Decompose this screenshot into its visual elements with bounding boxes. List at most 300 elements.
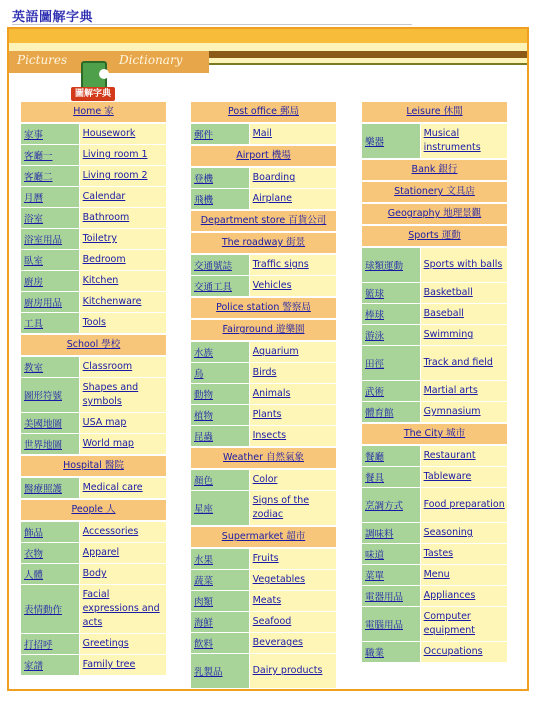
entry-english-link[interactable]: Vegetables (252, 574, 306, 585)
entry-english-link[interactable]: Mail (252, 128, 272, 139)
entry-chinese-link[interactable]: 棒球 (365, 310, 385, 321)
entry-english-cell (421, 586, 507, 606)
entry-english-cell (421, 124, 507, 158)
entry-row (21, 187, 166, 207)
entry-row (191, 470, 336, 490)
entry-row (21, 478, 166, 498)
entry-row (191, 549, 336, 569)
entry-row (362, 283, 507, 303)
entry-english-link[interactable]: Airplane (252, 193, 293, 204)
category-section (191, 527, 336, 688)
entry-row (362, 248, 507, 282)
entry-english-link[interactable]: Bedroom (82, 254, 126, 265)
entry-row (362, 325, 507, 345)
entry-row (191, 654, 336, 688)
banner-word-dictionary: Dictionary (119, 53, 183, 67)
category-header (362, 102, 507, 122)
entry-row (362, 304, 507, 324)
category-header (191, 233, 336, 253)
entry-english-link[interactable]: Track and field (423, 357, 493, 368)
entry-english-link[interactable]: Classroom (82, 361, 133, 372)
entry-english-cell (80, 564, 166, 584)
entry-row (362, 467, 507, 487)
entry-chinese-link[interactable]: 飛機 (194, 195, 214, 206)
entry-row (21, 357, 166, 377)
entry-english-cell (250, 405, 336, 425)
entry-english-cell (80, 166, 166, 186)
category-link[interactable]: People 人 (71, 504, 116, 515)
entry-chinese-cell (21, 585, 79, 633)
banner-top-bar (9, 29, 527, 43)
entry-row (362, 346, 507, 380)
entry-chinese-link[interactable]: 郵件 (194, 130, 214, 141)
category-link[interactable]: Bank 銀行 (411, 164, 458, 175)
entry-english-link[interactable]: Appliances (423, 590, 476, 601)
entry-chinese-link[interactable]: 蔬菜 (194, 576, 214, 587)
entry-chinese-link[interactable]: 醫療照護 (24, 484, 63, 495)
entry-english-cell (80, 208, 166, 228)
entry-chinese-cell (191, 549, 249, 569)
entry-chinese-link[interactable]: 水族 (194, 348, 214, 359)
entry-chinese-link[interactable]: 餐廳 (365, 452, 385, 463)
category-link[interactable]: Airport 機場 (236, 150, 291, 161)
entry-chinese-cell (191, 591, 249, 611)
category-section (362, 182, 507, 202)
category-link[interactable]: School 學校 (66, 339, 121, 350)
entry-english-cell (421, 248, 507, 282)
entry-english-link[interactable]: Aquarium (252, 346, 299, 357)
entry-english-cell (80, 145, 166, 165)
entry-english-link[interactable]: Animals (252, 388, 291, 399)
entry-chinese-cell (21, 543, 79, 563)
entry-english-link[interactable]: Musical instruments (423, 128, 481, 153)
entry-english-link[interactable]: Martial arts (423, 385, 478, 396)
category-section (362, 424, 507, 662)
entry-english-cell (80, 378, 166, 412)
entry-chinese-link[interactable]: 廚房 (24, 277, 44, 288)
category-header (21, 335, 166, 355)
category-section (191, 320, 336, 446)
entry-chinese-link[interactable]: 交通號誌 (194, 261, 233, 272)
entry-english-link[interactable]: Living room 1 (82, 149, 148, 160)
entry-chinese-cell (362, 488, 420, 522)
entry-row (191, 363, 336, 383)
entry-english-link[interactable]: Shapes and symbols (82, 382, 139, 407)
entry-english-cell (421, 283, 507, 303)
banner-line (209, 63, 527, 65)
category-section (362, 160, 507, 180)
entry-row (21, 585, 166, 633)
entry-row (191, 255, 336, 275)
entry-english-link[interactable]: Menu (423, 569, 450, 580)
entry-chinese-cell (21, 166, 79, 186)
entry-chinese-link[interactable]: 樂器 (365, 137, 385, 148)
entry-english-link[interactable]: Bathroom (82, 212, 130, 223)
entry-row (191, 189, 336, 209)
category-link[interactable]: The City 城市 (403, 428, 466, 439)
entry-english-cell (80, 250, 166, 270)
entry-english-link[interactable]: Swimming (423, 329, 474, 340)
entry-chinese-cell (21, 208, 79, 228)
entry-chinese-link[interactable]: 顏色 (194, 476, 214, 487)
entry-english-link[interactable]: Body (82, 568, 107, 579)
entry-chinese-cell (362, 381, 420, 401)
entry-row (362, 586, 507, 606)
entry-english-link[interactable]: Kitchenware (82, 296, 142, 307)
entry-row (191, 384, 336, 404)
entry-chinese-link[interactable]: 職業 (365, 648, 385, 659)
entry-chinese-link[interactable]: 餐具 (365, 473, 385, 484)
entry-english-cell (80, 634, 166, 654)
entry-chinese-link[interactable]: 世界地圖 (24, 440, 63, 451)
entry-english-link[interactable]: Calendar (82, 191, 126, 202)
banner-dark-bar (209, 51, 527, 58)
entry-english-link[interactable]: Meats (252, 595, 282, 606)
entry-chinese-link[interactable]: 球類運動 (365, 261, 404, 272)
entry-chinese-cell (362, 446, 420, 466)
entry-chinese-cell (191, 124, 249, 144)
entry-chinese-cell (362, 544, 420, 564)
entry-row (362, 402, 507, 422)
entry-english-link[interactable]: Boarding (252, 172, 296, 183)
entry-english-cell (421, 565, 507, 585)
entry-chinese-link[interactable]: 乳製品 (194, 667, 223, 678)
category-section (191, 298, 336, 318)
entry-chinese-link[interactable]: 田徑 (365, 359, 385, 370)
entry-english-cell (80, 313, 166, 333)
entry-english-cell (421, 346, 507, 380)
entry-english-link[interactable]: Occupations (423, 646, 483, 657)
entry-chinese-cell (191, 384, 249, 404)
entry-row (191, 168, 336, 188)
column-1 (21, 102, 166, 677)
entry-english-cell (250, 612, 336, 632)
entry-row (191, 276, 336, 296)
category-section (191, 211, 336, 231)
entry-english-link[interactable]: Accessories (82, 526, 139, 537)
entry-english-link[interactable]: World map (82, 438, 134, 449)
entry-chinese-link[interactable]: 表情動作 (24, 605, 63, 616)
entry-chinese-cell (21, 434, 79, 454)
entry-english-link[interactable]: Birds (252, 367, 277, 378)
entry-english-cell (250, 470, 336, 490)
entry-row (21, 250, 166, 270)
column-2 (191, 102, 336, 690)
entry-chinese-cell (21, 313, 79, 333)
entry-english-cell (250, 342, 336, 362)
entry-row (21, 208, 166, 228)
entry-english-link[interactable]: Vehicles (252, 280, 292, 291)
entry-row (21, 434, 166, 454)
entry-chinese-cell (362, 467, 420, 487)
entry-english-cell (80, 271, 166, 291)
entry-chinese-cell (21, 413, 79, 433)
category-link[interactable]: Stationery 文具店 (394, 186, 475, 197)
entry-english-cell (250, 168, 336, 188)
entry-chinese-cell (191, 612, 249, 632)
entry-chinese-link[interactable]: 鳥 (194, 369, 204, 380)
entry-english-link[interactable]: USA map (82, 417, 127, 428)
entry-english-link[interactable]: Signs of the zodiac (252, 495, 310, 520)
entry-english-link[interactable]: Food preparation (423, 499, 505, 510)
entry-chinese-cell (362, 248, 420, 282)
entry-chinese-cell (21, 229, 79, 249)
entry-chinese-link[interactable]: 海鮮 (194, 618, 214, 629)
entry-row (191, 612, 336, 632)
entry-chinese-cell (362, 642, 420, 662)
entry-english-link[interactable]: Plants (252, 409, 282, 420)
banner (9, 29, 527, 101)
entry-chinese-link[interactable]: 打招呼 (24, 640, 53, 651)
entry-english-cell (250, 491, 336, 525)
entry-english-cell (250, 363, 336, 383)
category-link[interactable]: Fairground 遊樂園 (222, 324, 305, 335)
category-link[interactable]: Supermarket 超市 (221, 531, 306, 542)
entry-english-cell (250, 654, 336, 688)
entry-chinese-link[interactable]: 菜單 (365, 571, 385, 582)
category-link[interactable]: Post office 郵局 (228, 106, 299, 117)
entry-row (362, 607, 507, 641)
entry-chinese-link[interactable]: 家譜 (24, 661, 44, 672)
entry-chinese-cell (21, 478, 79, 498)
entry-english-cell (80, 522, 166, 542)
entry-row (191, 124, 336, 144)
entry-chinese-link[interactable]: 浴室 (24, 214, 44, 225)
entry-chinese-link[interactable]: 星座 (194, 504, 214, 515)
entry-english-cell (80, 585, 166, 633)
entry-chinese-link[interactable]: 調味料 (365, 529, 394, 540)
entry-chinese-cell (21, 357, 79, 377)
entry-english-link[interactable]: Facial expressions and acts (82, 589, 160, 628)
entry-chinese-cell (362, 565, 420, 585)
category-section (191, 102, 336, 144)
entry-chinese-cell (191, 491, 249, 525)
entry-chinese-link[interactable]: 電腦用品 (365, 620, 404, 631)
entry-english-link[interactable]: Greetings (82, 638, 129, 649)
entry-english-link[interactable]: Insects (252, 430, 287, 441)
entry-row (191, 570, 336, 590)
category-header (191, 320, 336, 340)
entry-english-link[interactable]: Beverages (252, 637, 303, 648)
entry-english-cell (421, 607, 507, 641)
entry-chinese-cell (362, 325, 420, 345)
entry-chinese-link[interactable]: 人體 (24, 570, 44, 581)
entry-chinese-link[interactable]: 昆蟲 (194, 432, 214, 443)
entry-english-link[interactable]: Color (252, 474, 278, 485)
category-link[interactable]: Police station 警察局 (216, 302, 311, 313)
entry-row (362, 642, 507, 662)
category-header (362, 424, 507, 444)
entry-chinese-cell (191, 363, 249, 383)
entry-chinese-link[interactable]: 月曆 (24, 193, 44, 204)
logo-label: 圖解字典 (71, 87, 115, 101)
category-section (191, 233, 336, 296)
entry-chinese-link[interactable]: 浴室用品 (24, 235, 63, 246)
entry-chinese-cell (21, 145, 79, 165)
entry-english-link[interactable]: Fruits (252, 553, 279, 564)
entry-english-link[interactable]: Dairy products (252, 665, 323, 676)
entry-english-link[interactable]: Seasoning (423, 527, 473, 538)
entry-english-cell (80, 434, 166, 454)
entry-chinese-link[interactable]: 肉類 (194, 597, 214, 608)
entry-english-link[interactable]: Family tree (82, 659, 136, 670)
entry-english-link[interactable]: Traffic signs (252, 259, 309, 270)
entry-chinese-cell (21, 564, 79, 584)
entry-english-cell (250, 124, 336, 144)
entry-english-link[interactable]: Kitchen (82, 275, 119, 286)
entry-chinese-cell (21, 187, 79, 207)
entry-english-cell (250, 570, 336, 590)
category-link[interactable]: Home 家 (73, 106, 114, 117)
entry-english-link[interactable]: Computer equipment (423, 611, 476, 636)
entry-chinese-link[interactable]: 體育館 (365, 408, 394, 419)
entry-chinese-cell (191, 570, 249, 590)
entry-row (21, 313, 166, 333)
entry-chinese-cell (191, 470, 249, 490)
page-title (12, 6, 412, 25)
entry-row (21, 655, 166, 675)
entry-chinese-link[interactable]: 教室 (24, 363, 44, 374)
entry-chinese-link[interactable]: 客廳二 (24, 172, 53, 183)
entry-row (21, 292, 166, 312)
entry-english-link[interactable]: Seafood (252, 616, 292, 627)
entry-chinese-cell (191, 654, 249, 688)
category-header (362, 160, 507, 180)
entry-chinese-link[interactable]: 味道 (365, 550, 385, 561)
entry-chinese-cell (21, 378, 79, 412)
entry-chinese-link[interactable]: 廚房用品 (24, 298, 63, 309)
entry-chinese-cell (362, 283, 420, 303)
entry-row (362, 565, 507, 585)
entry-english-cell (421, 467, 507, 487)
category-link[interactable]: Weather 自然氣象 (222, 452, 305, 463)
category-link[interactable]: The roadway 街景 (221, 237, 306, 248)
entry-chinese-cell (191, 189, 249, 209)
entry-english-link[interactable]: Living room 2 (82, 170, 148, 181)
entry-chinese-link[interactable]: 圖形符號 (24, 391, 63, 402)
entry-chinese-cell (21, 124, 79, 144)
category-header (21, 500, 166, 520)
entry-row (191, 342, 336, 362)
category-link[interactable]: Hospital 醫院 (63, 460, 124, 471)
entry-chinese-link[interactable]: 交通工具 (194, 282, 233, 293)
entry-english-link[interactable]: Baseball (423, 308, 464, 319)
entry-english-link[interactable]: Restaurant (423, 450, 476, 461)
entry-chinese-link[interactable]: 飾品 (24, 528, 44, 539)
entry-english-cell (80, 357, 166, 377)
entry-row (362, 124, 507, 158)
entry-chinese-cell (191, 426, 249, 446)
entry-english-link[interactable]: Gymnasium (423, 406, 481, 417)
entry-chinese-link[interactable]: 家事 (24, 130, 44, 141)
entry-chinese-link[interactable]: 客廳一 (24, 151, 53, 162)
entry-chinese-cell (21, 634, 79, 654)
entry-row (21, 522, 166, 542)
entry-english-cell (80, 478, 166, 498)
entry-english-link[interactable]: Toiletry (82, 233, 117, 244)
entry-chinese-link[interactable]: 登機 (194, 174, 214, 185)
entry-chinese-link[interactable]: 臥室 (24, 256, 44, 267)
entry-english-link[interactable]: Apparel (82, 547, 120, 558)
entry-english-link[interactable]: Basketball (423, 287, 473, 298)
entry-english-cell (421, 304, 507, 324)
entry-english-cell (80, 187, 166, 207)
category-header (362, 182, 507, 202)
entry-row (21, 166, 166, 186)
entry-chinese-link[interactable]: 游泳 (365, 331, 385, 342)
category-link[interactable]: Department store 百貨公司 (200, 215, 327, 226)
entry-chinese-link[interactable]: 飲料 (194, 639, 214, 650)
entry-row (362, 523, 507, 543)
entry-english-link[interactable]: Housework (82, 128, 136, 139)
entry-english-cell (250, 633, 336, 653)
entry-english-link[interactable]: Tools (82, 317, 107, 328)
entry-row (362, 446, 507, 466)
entry-chinese-link[interactable]: 武術 (365, 387, 385, 398)
category-header (191, 102, 336, 122)
entry-english-cell (421, 381, 507, 401)
category-section (362, 102, 507, 158)
entry-chinese-cell (191, 276, 249, 296)
category-header (362, 226, 507, 246)
entry-chinese-link[interactable]: 籃球 (365, 289, 385, 300)
entry-english-cell (421, 446, 507, 466)
entry-chinese-cell (362, 304, 420, 324)
entry-chinese-link[interactable]: 衣物 (24, 549, 44, 560)
entry-english-link[interactable]: Tableware (423, 471, 472, 482)
category-link[interactable]: Sports 運動 (408, 230, 461, 241)
entry-chinese-link[interactable]: 植物 (194, 411, 214, 422)
entry-row (21, 564, 166, 584)
category-section (191, 146, 336, 209)
dictionary-logo (71, 61, 115, 101)
entry-chinese-link[interactable]: 水果 (194, 555, 214, 566)
entry-english-link[interactable]: Medical care (82, 482, 143, 493)
entry-chinese-cell (362, 346, 420, 380)
entry-english-cell (421, 402, 507, 422)
entry-chinese-link[interactable]: 工具 (24, 319, 44, 330)
category-section (362, 204, 507, 224)
entry-english-cell (250, 255, 336, 275)
entry-row (191, 491, 336, 525)
category-header (21, 102, 166, 122)
entry-chinese-cell (191, 255, 249, 275)
category-header (362, 204, 507, 224)
category-link[interactable]: Leisure 休閒 (406, 106, 463, 117)
banner-word-pictures: Pictures (17, 53, 68, 67)
category-section (21, 500, 166, 675)
entry-chinese-cell (21, 655, 79, 675)
category-link[interactable]: Geography 地理景觀 (387, 208, 482, 219)
entry-english-cell (421, 544, 507, 564)
entry-english-link[interactable]: Tastes (423, 548, 454, 559)
entry-row (362, 544, 507, 564)
entry-chinese-link[interactable]: 美國地圖 (24, 419, 63, 430)
entry-row (21, 378, 166, 412)
category-header (191, 211, 336, 231)
entry-chinese-link[interactable]: 電器用品 (365, 592, 404, 603)
entry-english-cell (250, 426, 336, 446)
category-section (362, 226, 507, 422)
entry-english-cell (421, 642, 507, 662)
entry-chinese-link[interactable]: 動物 (194, 390, 214, 401)
entry-row (191, 405, 336, 425)
entry-chinese-link[interactable]: 烹調方式 (365, 501, 404, 512)
entry-english-link[interactable]: Sports with balls (423, 259, 503, 270)
book-face (99, 69, 109, 79)
entry-english-cell (250, 591, 336, 611)
entry-row (21, 229, 166, 249)
